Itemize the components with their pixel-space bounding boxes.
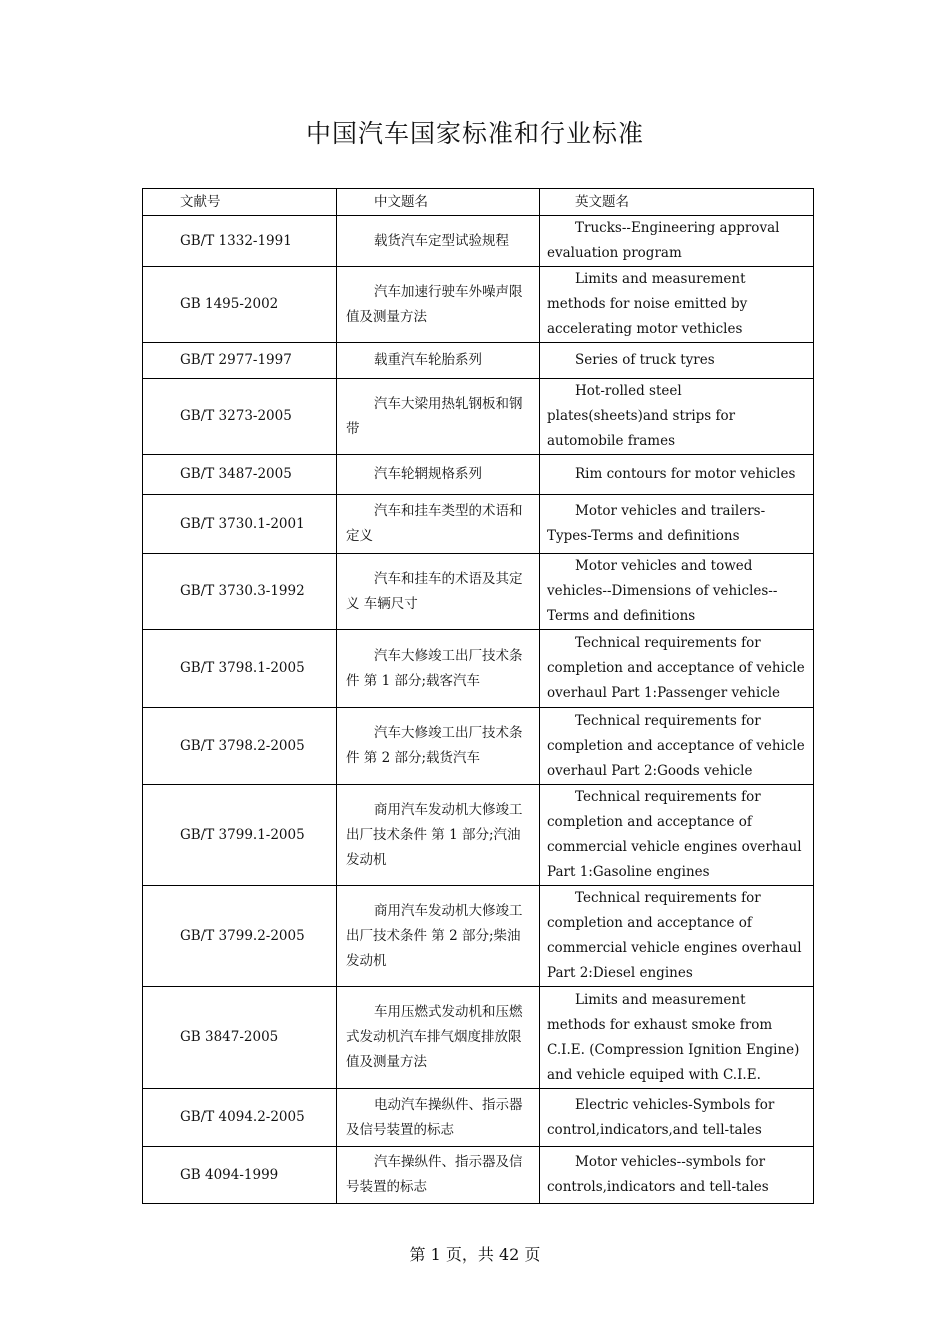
table-row <box>143 455 814 495</box>
english-title: Series of truck tyres <box>540 343 814 379</box>
english-title: Technical requirements for completion and acceptance of vehicle overhaul Part 2:Goods vehicle <box>540 708 814 785</box>
english-title: Limits and measurement methods for noise emitted by accelerating motor vethicles <box>540 267 814 343</box>
chinese-title: 汽车加速行驶车外噪声限值及测量方法 <box>337 267 540 343</box>
table-row <box>143 1147 814 1204</box>
chinese-title: 商用汽车发动机大修竣工出厂技术条件 第 1 部分;汽油发动机 <box>337 785 540 886</box>
header-english-title: 英文题名 <box>540 189 814 216</box>
chinese-title: 汽车大修竣工出厂技术条件 第 2 部分;载货汽车 <box>337 708 540 785</box>
doc-number: GB/T 1332-1991 <box>143 216 337 267</box>
standards-table <box>142 188 814 1204</box>
chinese-title: 汽车和挂车类型的术语和定义 <box>337 495 540 554</box>
doc-number: GB/T 3798.1-2005 <box>143 630 337 708</box>
table-row <box>143 495 814 554</box>
page-number: 第 1 页，共 42 页 <box>409 1245 541 1264</box>
doc-number: GB/T 3799.2-2005 <box>143 886 337 987</box>
doc-number: GB/T 3730.3-1992 <box>143 554 337 630</box>
doc-number: GB 3847-2005 <box>143 987 337 1089</box>
chinese-title: 汽车大梁用热轧钢板和钢带 <box>337 379 540 455</box>
doc-number: GB 4094-1999 <box>143 1147 337 1204</box>
chinese-title: 汽车轮辋规格系列 <box>337 455 540 495</box>
table-row <box>143 1089 814 1147</box>
chinese-title: 载货汽车定型试验规程 <box>337 216 540 267</box>
english-title: Technical requirements for completion and acceptance of vehicle overhaul Part 1:Passenger vehicle <box>540 630 814 708</box>
chinese-title: 汽车大修竣工出厂技术条件 第 1 部分;载客汽车 <box>337 630 540 708</box>
chinese-title: 车用压燃式发动机和压燃式发动机汽车排气烟度排放限值及测量方法 <box>337 987 540 1089</box>
doc-number: GB/T 3730.1-2001 <box>143 495 337 554</box>
english-title: Limits and measurement methods for exhaust smoke from C.I.E. (Compression Ignition Engine) and vehicle equiped with C.I.E. <box>540 987 814 1089</box>
english-title: Motor vehicles and towed vehicles--Dimensions of vehicles--Terms and definitions <box>540 554 814 630</box>
header-doc-number: 文献号 <box>143 189 337 216</box>
table-row <box>143 630 814 708</box>
doc-number: GB/T 3273-2005 <box>143 379 337 455</box>
chinese-title: 商用汽车发动机大修竣工出厂技术条件 第 2 部分;柴油发动机 <box>337 886 540 987</box>
table-row <box>143 886 814 987</box>
chinese-title: 汽车操纵件、指示器及信号装置的标志 <box>337 1147 540 1204</box>
english-title: Technical requirements for completion and acceptance of commercial vehicle engines overhaul Part 2:Diesel engines <box>540 886 814 987</box>
table-row <box>143 708 814 785</box>
english-title: Motor vehicles--symbols for controls,indicators and tell-tales <box>540 1147 814 1204</box>
table-row <box>143 785 814 886</box>
english-title: Electric vehicles-Symbols for control,indicators,and tell-tales <box>540 1089 814 1147</box>
english-title: Trucks--Engineering approval evaluation program <box>540 216 814 267</box>
chinese-title: 汽车和挂车的术语及其定义 车辆尺寸 <box>337 554 540 630</box>
english-title: Rim contours for motor vehicles <box>540 455 814 495</box>
doc-number: GB/T 4094.2-2005 <box>143 1089 337 1147</box>
chinese-title: 电动汽车操纵件、指示器及信号装置的标志 <box>337 1089 540 1147</box>
table-row <box>143 987 814 1089</box>
english-title: Hot-rolled steel plates(sheets)and strips for automobile frames <box>540 379 814 455</box>
doc-number: GB/T 3487-2005 <box>143 455 337 495</box>
english-title: Motor vehicles and trailers-Types-Terms and definitions <box>540 495 814 554</box>
table-row <box>143 379 814 455</box>
doc-number: GB 1495-2002 <box>143 267 337 343</box>
table-row <box>143 267 814 343</box>
doc-number: GB/T 3798.2-2005 <box>143 708 337 785</box>
chinese-title: 载重汽车轮胎系列 <box>337 343 540 379</box>
table-row <box>143 554 814 630</box>
english-title: Technical requirements for completion and acceptance of commercial vehicle engines overhaul Part 1:Gasoline engines <box>540 785 814 886</box>
page-title: 中国汽车国家标准和行业标准 <box>305 119 644 148</box>
table-header-row <box>143 189 814 216</box>
table-row <box>143 216 814 267</box>
doc-number: GB/T 3799.1-2005 <box>143 785 337 886</box>
doc-number: GB/T 2977-1997 <box>143 343 337 379</box>
table-row <box>143 343 814 379</box>
header-chinese-title: 中文题名 <box>337 189 540 216</box>
